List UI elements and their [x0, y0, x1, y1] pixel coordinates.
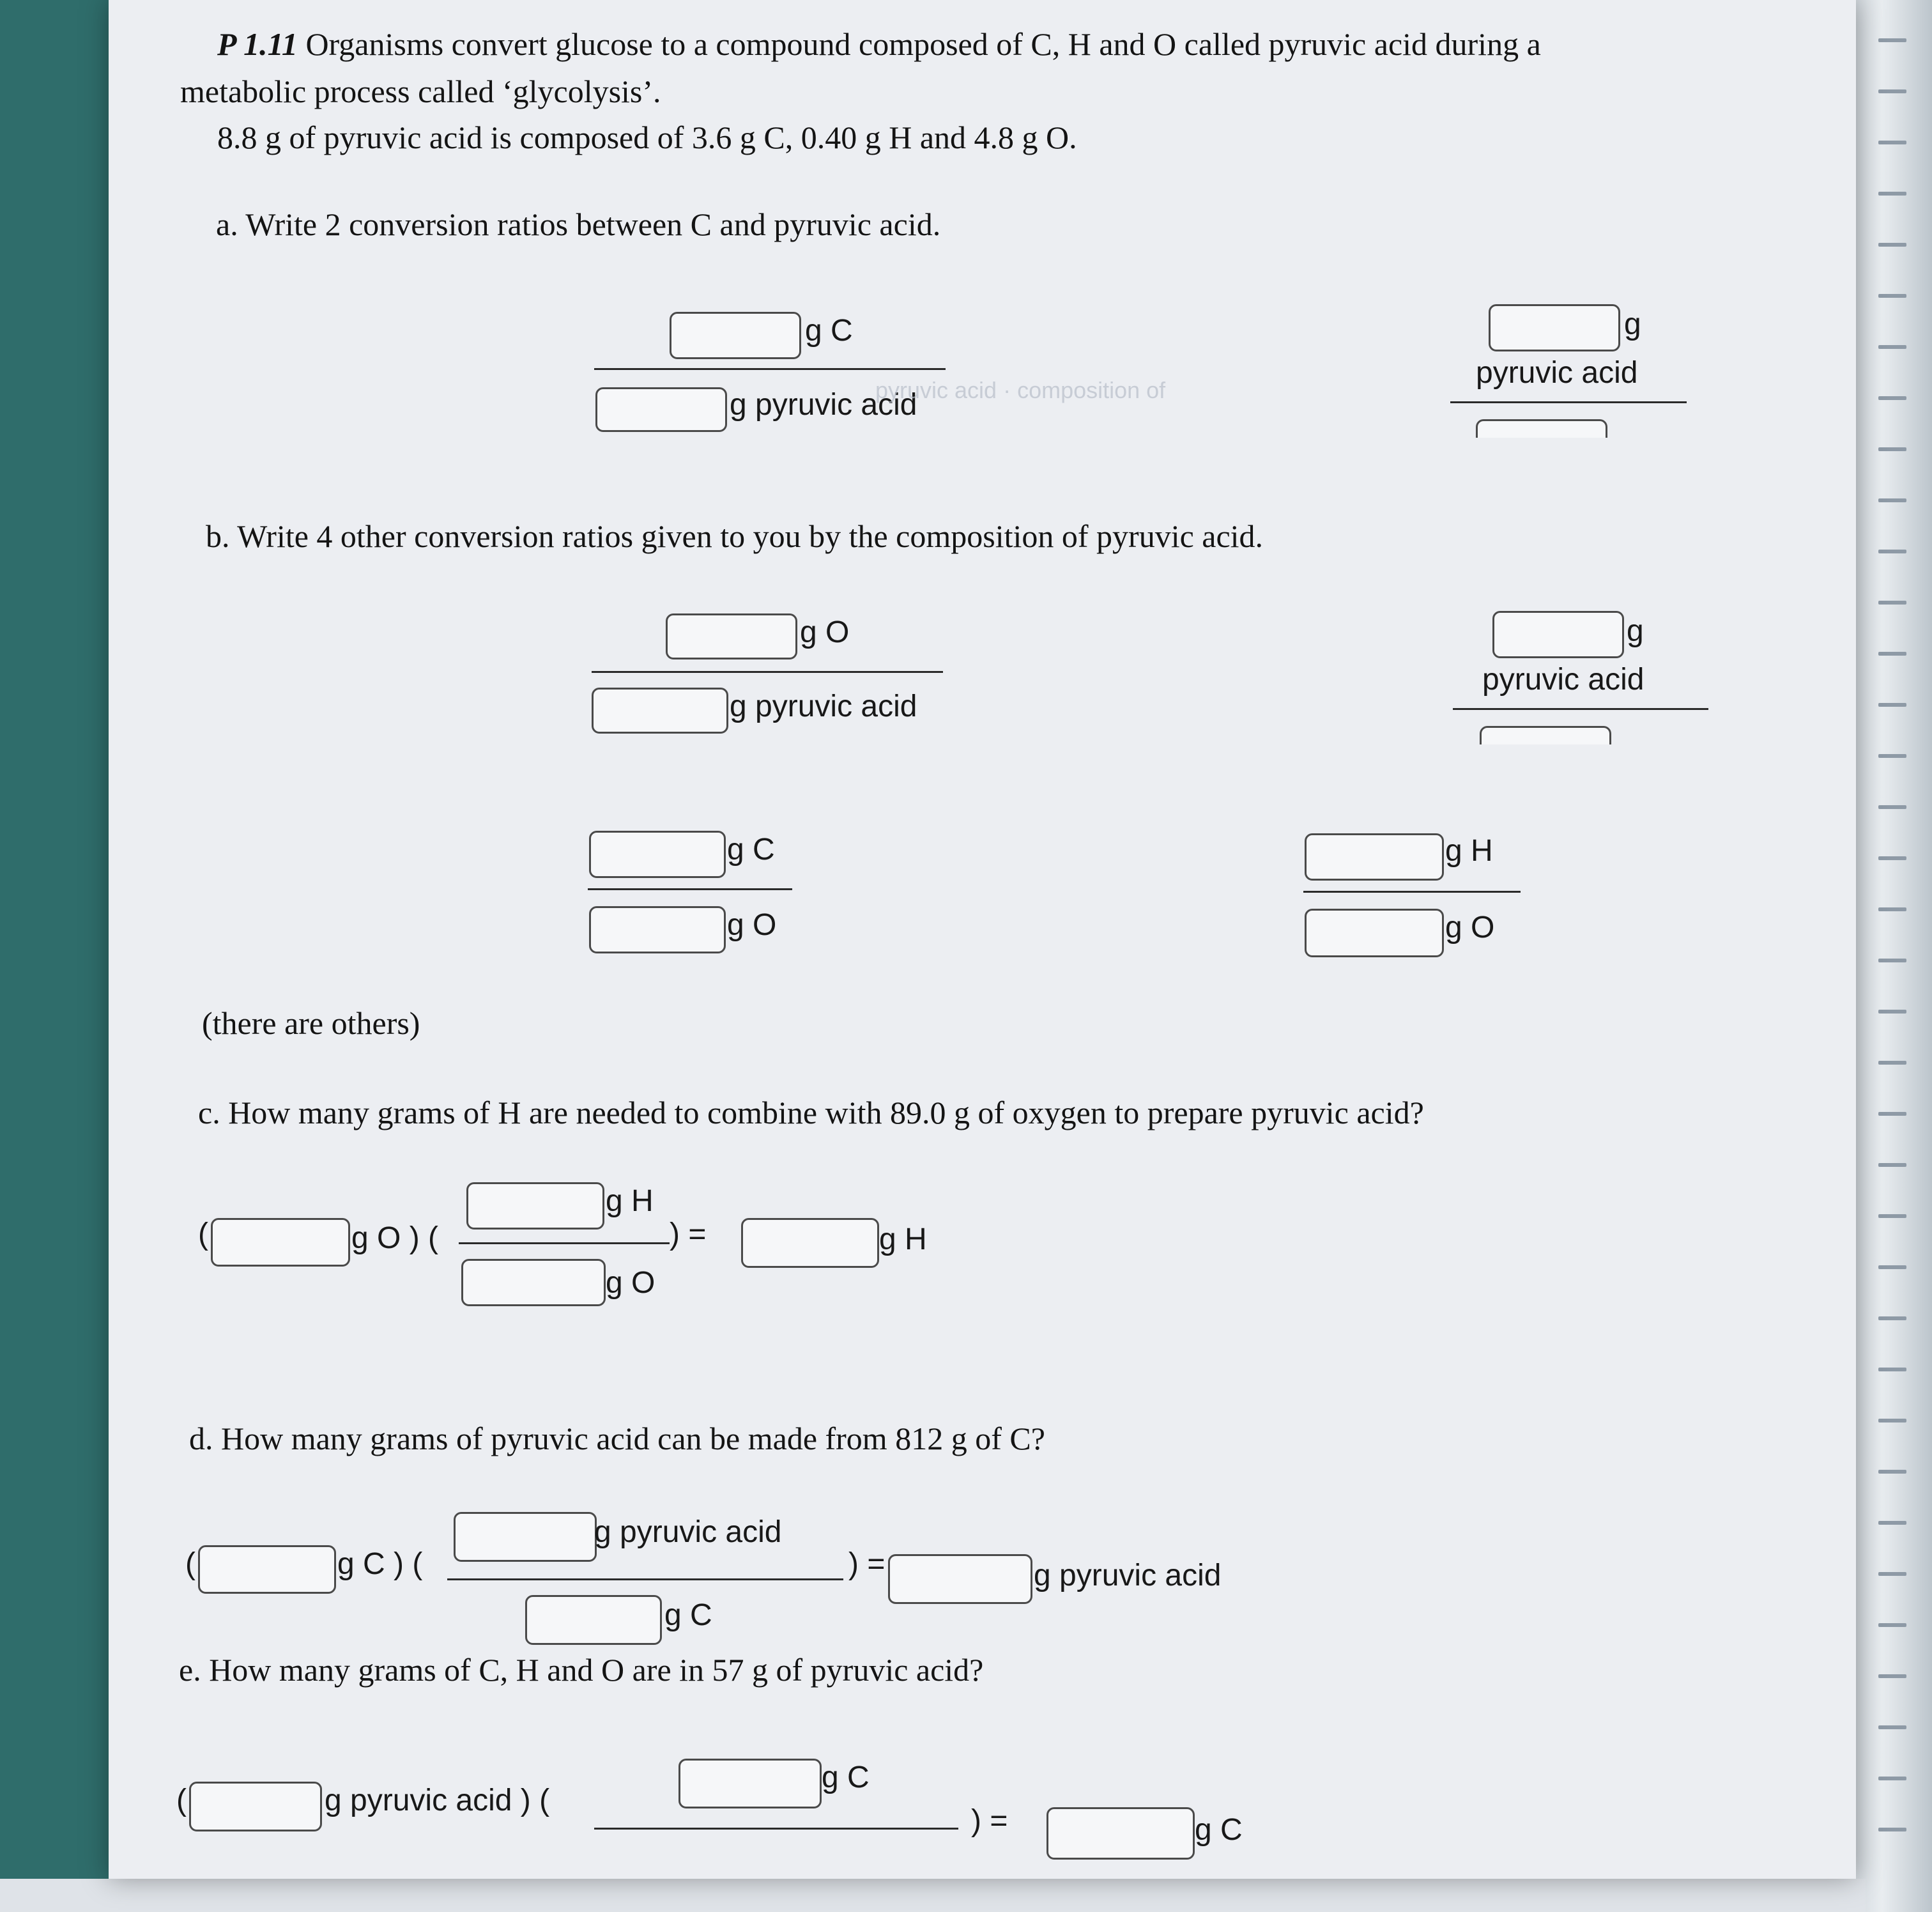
part-d-num-unit: g pyruvic acid — [594, 1515, 782, 1549]
part-b-r4-num-unit: g H — [1445, 834, 1493, 868]
problem-line-1 — [217, 24, 1541, 65]
part-e-num-unit: g C — [822, 1761, 870, 1794]
part-b-r1-numerator-input[interactable] — [666, 613, 797, 659]
part-b-r3-num-unit: g C — [727, 833, 775, 867]
part-a-r1-numerator-input[interactable] — [670, 312, 801, 359]
problem-intro-2: metabolic process called ‘glycolysis’. — [180, 73, 661, 109]
part-b-r1-denominator-input[interactable] — [592, 688, 728, 734]
part-d-factor-denominator-input[interactable] — [525, 1595, 662, 1645]
part-b-r3-numerator-input[interactable] — [589, 831, 726, 878]
part-d-result-unit: g pyruvic acid — [1034, 1559, 1222, 1592]
part-b-r2-denominator-input[interactable] — [1480, 726, 1611, 744]
part-b-r4-fraction-bar — [1303, 891, 1521, 893]
part-c-open-paren: ( — [198, 1217, 208, 1251]
part-d-open-paren: ( — [185, 1547, 195, 1581]
part-a-r2-numerator-input[interactable] — [1489, 304, 1620, 351]
problem-intro-1: Organisms convert glucose to a compound composed of C, H and O called pyruvic acid during a — [305, 26, 1541, 62]
part-b-r1-fraction-bar — [592, 671, 943, 673]
part-d-equals: ) = — [848, 1547, 885, 1581]
problem-number: P 1.11 — [217, 26, 298, 62]
part-a-r2-denominator-input[interactable] — [1476, 419, 1607, 438]
part-b-r4-denominator-input[interactable] — [1305, 909, 1444, 957]
part-a-r1-num-unit: g C — [805, 314, 853, 348]
part-b-r3-den-unit: g O — [727, 908, 777, 942]
part-e-factor-numerator-input[interactable] — [678, 1759, 822, 1808]
part-d-factor-numerator-input[interactable] — [454, 1512, 597, 1562]
part-c-fraction-bar — [459, 1242, 670, 1244]
part-c-given-input[interactable] — [211, 1218, 350, 1267]
part-c-result-input[interactable] — [741, 1218, 879, 1268]
part-e-open-paren: ( — [176, 1784, 187, 1817]
part-b-r3-denominator-input[interactable] — [589, 906, 726, 953]
part-e-given-input[interactable] — [189, 1782, 322, 1831]
part-b-r1-den-unit: g pyruvic acid — [730, 690, 917, 723]
part-d-fraction-bar — [447, 1578, 843, 1580]
part-e-equals: ) = — [971, 1804, 1008, 1838]
part-e-given-unit: g pyruvic acid ) ( — [325, 1784, 550, 1817]
part-b-r4-numerator-input[interactable] — [1305, 833, 1444, 881]
part-b-r3-fraction-bar — [588, 888, 792, 890]
part-d-given-input[interactable] — [198, 1545, 336, 1594]
part-b-question: b. Write 4 other conversion ratios given to you by the composition of pyruvic acid. — [206, 518, 1264, 554]
part-c-den-unit: g O — [606, 1266, 656, 1300]
part-a-r1-denominator-input[interactable] — [595, 387, 727, 432]
part-b-r4-den-unit: g O — [1445, 911, 1495, 944]
part-e-fraction-bar — [594, 1828, 958, 1830]
part-e-question: e. How many grams of C, H and O are in 57 g of pyruvic acid? — [179, 1652, 984, 1688]
problem-intro-3: 8.8 g of pyruvic acid is composed of 3.6 g C, 0.40 g H and 4.8 g O. — [217, 120, 1077, 155]
part-b-note: (there are others) — [202, 1005, 420, 1041]
part-c-equals: ) = — [670, 1217, 707, 1251]
worksheet-page — [109, 0, 1856, 1879]
part-c-num-unit: g H — [606, 1184, 654, 1218]
part-e-result-unit: g C — [1195, 1813, 1243, 1847]
part-b-r1-num-unit: g O — [800, 615, 850, 649]
part-c-result-unit: g H — [879, 1222, 927, 1256]
part-a-r1-fraction-bar — [594, 368, 946, 370]
part-a-question: a. Write 2 conversion ratios between C and pyruvic acid. — [216, 206, 941, 242]
part-b-r2-num-unit: g — [1627, 614, 1644, 648]
part-c-factor-denominator-input[interactable] — [461, 1259, 606, 1306]
binder-edge — [1849, 0, 1932, 1912]
part-b-r2-num-unit-2: pyruvic acid — [1482, 663, 1644, 697]
part-b-r2-numerator-input[interactable] — [1492, 611, 1624, 658]
part-d-result-input[interactable] — [888, 1554, 1032, 1604]
bleed-through-text: pyruvic acid · composition of — [875, 377, 1166, 403]
part-d-given-unit: g C ) ( — [337, 1547, 423, 1581]
desk-surface — [0, 1879, 1866, 1912]
part-d-question: d. How many grams of pyruvic acid can be made from 812 g of C? — [189, 1421, 1045, 1456]
part-b-r2-fraction-bar — [1453, 708, 1708, 710]
part-c-factor-numerator-input[interactable] — [466, 1182, 604, 1230]
part-c-question: c. How many grams of H are needed to combine with 89.0 g of oxygen to prepare pyruvic acid? — [198, 1095, 1424, 1130]
part-a-r2-num-unit: g — [1624, 307, 1641, 341]
part-a-r1-den-unit: g pyruvic acid — [730, 388, 917, 422]
part-c-given-unit: g O ) ( — [351, 1221, 439, 1255]
part-a-r2-num-unit-2: pyruvic acid — [1476, 356, 1638, 390]
part-d-den-unit: g C — [664, 1598, 712, 1632]
part-a-r2-fraction-bar — [1450, 401, 1687, 403]
part-e-result-input[interactable] — [1046, 1807, 1195, 1860]
